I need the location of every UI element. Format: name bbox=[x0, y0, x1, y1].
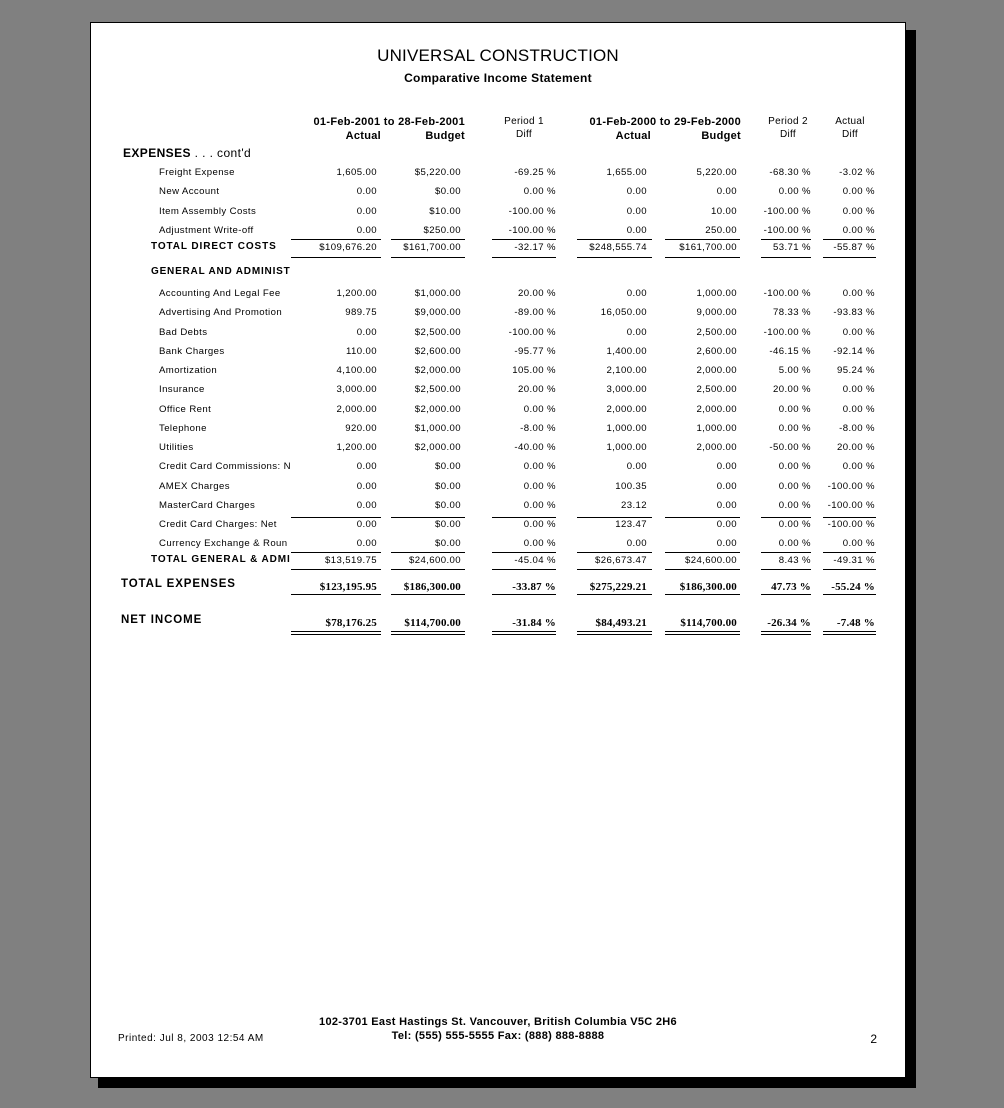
ga-row-p2-budget: 2,600.00 bbox=[696, 345, 737, 357]
ga-row-p2-budget: 2,000.00 bbox=[696, 442, 737, 453]
ga-row bbox=[91, 305, 906, 324]
ga-row-actual-diff: -100.00 % bbox=[827, 499, 875, 511]
direct-cost-row-actual-diff: -3.02 % bbox=[839, 167, 875, 178]
net-income-rule-3 bbox=[577, 631, 652, 635]
ga-row-actual-diff: 0.00 % bbox=[842, 384, 875, 396]
total-expenses-rule-5 bbox=[761, 594, 811, 595]
direct-total-rule-6 bbox=[823, 257, 876, 258]
net-income-rule-4 bbox=[665, 631, 740, 635]
total-direct-costs-row-p2-actual: $248,555.74 bbox=[589, 242, 647, 253]
ga-row-p1-actual: 0.00 bbox=[356, 326, 377, 338]
direct-subtotal-rule-4 bbox=[665, 239, 740, 240]
direct-total-rule-3 bbox=[577, 257, 652, 258]
ga-row-p1-budget: $0.00 bbox=[434, 480, 461, 492]
period2-budget-header: Budget bbox=[701, 130, 741, 142]
ga-row-p2-diff: 0.00 % bbox=[778, 403, 811, 415]
net-income-row-p1-actual: $78,176.25 bbox=[325, 617, 377, 629]
total-expenses-rule-3 bbox=[577, 594, 652, 595]
ga-mid-rule-5 bbox=[761, 517, 811, 518]
ga-row-p1-budget: $0.00 bbox=[434, 519, 461, 530]
ga-row-p2-actual: 0.00 bbox=[626, 461, 647, 473]
net-income-rule-0 bbox=[291, 631, 381, 635]
total-expenses-rule-0 bbox=[291, 594, 381, 595]
ga-row-label: Insurance bbox=[159, 384, 205, 396]
total-direct-costs-row-actual-diff: -55.87 % bbox=[833, 242, 875, 253]
ga-row-p1-budget: $2,000.00 bbox=[414, 365, 461, 376]
ga-row-p2-budget: 2,500.00 bbox=[696, 384, 737, 396]
ga-row-p2-budget: 0.00 bbox=[716, 519, 737, 530]
ga-row-p1-budget: $0.00 bbox=[434, 499, 461, 511]
ga-mid-rule-4 bbox=[665, 517, 740, 518]
ga-row-p2-budget: 2,000.00 bbox=[696, 365, 737, 376]
direct-cost-row-p1-diff: -69.25 % bbox=[514, 167, 556, 178]
ga-row-p1-budget: $2,000.00 bbox=[414, 442, 461, 453]
ga-row-p2-budget: 0.00 bbox=[716, 538, 737, 550]
report-page bbox=[90, 22, 906, 1078]
direct-total-rule-1 bbox=[391, 257, 465, 258]
ga-row-p2-diff: 5.00 % bbox=[778, 365, 811, 376]
ga-total-rule-2 bbox=[492, 569, 556, 570]
ga-mid-rule-3 bbox=[577, 517, 652, 518]
net-income-row-p2-diff: -26.34 % bbox=[767, 617, 811, 629]
ga-row-p2-diff: -50.00 % bbox=[769, 442, 811, 453]
ga-row bbox=[91, 402, 906, 421]
ga-row bbox=[91, 498, 906, 517]
ga-row-p1-diff: 0.00 % bbox=[523, 403, 556, 415]
total-general-admin-row-p2-budget: $24,600.00 bbox=[684, 555, 737, 566]
expenses-heading: EXPENSES . . . cont'd bbox=[123, 146, 252, 160]
ga-row-p1-actual: 0.00 bbox=[356, 480, 377, 492]
ga-row bbox=[91, 517, 906, 536]
period1-range-header: 01-Feb-2001 to 28-Feb-2001 bbox=[313, 116, 465, 128]
direct-cost-row-p2-diff: -100.00 % bbox=[763, 224, 811, 236]
net-income-row-p1-budget: $114,700.00 bbox=[404, 617, 461, 629]
direct-total-rule-0 bbox=[291, 257, 381, 258]
ga-row-label: Bank Charges bbox=[159, 345, 225, 357]
ga-row-p1-diff: -100.00 % bbox=[508, 326, 556, 338]
ga-subtotal-rule-4 bbox=[665, 552, 740, 553]
direct-cost-row-p2-budget: 250.00 bbox=[705, 224, 737, 236]
ga-row bbox=[91, 459, 906, 478]
ga-row-p2-actual: 0.00 bbox=[626, 326, 647, 338]
direct-cost-row-label: New Account bbox=[159, 186, 220, 198]
direct-cost-row-p1-actual: 1,605.00 bbox=[336, 167, 377, 178]
direct-cost-row-p1-budget: $10.00 bbox=[429, 205, 461, 217]
total-direct-costs-row-p1-budget: $161,700.00 bbox=[403, 242, 461, 253]
ga-row-p1-budget: $0.00 bbox=[434, 538, 461, 550]
direct-total-rule-5 bbox=[761, 257, 811, 258]
direct-cost-row-label: Adjustment Write-off bbox=[159, 224, 254, 236]
direct-cost-row-p1-diff: -100.00 % bbox=[508, 224, 556, 236]
net-income-rule-2 bbox=[492, 631, 556, 635]
total-expenses-row-label: TOTAL EXPENSES bbox=[121, 578, 236, 590]
direct-subtotal-rule-3 bbox=[577, 239, 652, 240]
direct-cost-row-p1-budget: $0.00 bbox=[434, 186, 461, 198]
company-title: UNIVERSAL CONSTRUCTION bbox=[377, 46, 619, 65]
ga-row-actual-diff: -100.00 % bbox=[827, 480, 875, 492]
ga-row-p1-diff: 0.00 % bbox=[523, 499, 556, 511]
ga-row-p1-budget: $1,000.00 bbox=[414, 422, 461, 434]
ga-row-p2-actual: 23.12 bbox=[620, 499, 647, 511]
direct-cost-row-p1-budget: $250.00 bbox=[423, 224, 461, 236]
ga-row-p2-actual: 123.47 bbox=[615, 519, 647, 530]
ga-row-label: Telephone bbox=[159, 422, 207, 434]
ga-row-p2-actual: 2,000.00 bbox=[606, 403, 647, 415]
page-number: 2 bbox=[870, 1032, 877, 1046]
ga-row-actual-diff: -93.83 % bbox=[833, 307, 875, 319]
report-subtitle: Comparative Income Statement bbox=[404, 71, 592, 85]
direct-cost-row-p2-actual: 0.00 bbox=[626, 186, 647, 198]
net-income-rule-5 bbox=[761, 631, 811, 635]
direct-cost-row-p2-diff: 0.00 % bbox=[778, 186, 811, 198]
ga-row bbox=[91, 421, 906, 440]
ga-row-p1-budget: $2,600.00 bbox=[414, 345, 461, 357]
total-expenses-row-p1-actual: $123,195.95 bbox=[319, 581, 377, 593]
ga-row-p2-diff: 0.00 % bbox=[778, 499, 811, 511]
ga-row-p2-diff: 0.00 % bbox=[778, 461, 811, 473]
direct-cost-row-p2-diff: -100.00 % bbox=[763, 205, 811, 217]
direct-cost-row-p2-actual: 0.00 bbox=[626, 205, 647, 217]
ga-row-actual-diff: -8.00 % bbox=[839, 422, 875, 434]
ga-mid-rule-2 bbox=[492, 517, 556, 518]
ga-row-p1-budget: $1,000.00 bbox=[414, 288, 461, 299]
total-expenses-row-p2-diff: 47.73 % bbox=[771, 581, 811, 593]
ga-row-p2-actual: 2,100.00 bbox=[606, 365, 647, 376]
net-income-row-p2-budget: $114,700.00 bbox=[680, 617, 737, 629]
ga-row-p2-diff: 0.00 % bbox=[778, 519, 811, 530]
total-expenses-rule-4 bbox=[665, 594, 740, 595]
direct-cost-row-p2-diff: -68.30 % bbox=[769, 167, 811, 178]
ga-row bbox=[91, 286, 906, 305]
ga-row-p1-budget: $2,500.00 bbox=[414, 384, 461, 396]
ga-row-p2-diff: 0.00 % bbox=[778, 538, 811, 550]
ga-row-p2-budget: 9,000.00 bbox=[696, 307, 737, 319]
ga-row-p1-budget: $0.00 bbox=[434, 461, 461, 473]
ga-row-p1-actual: 4,100.00 bbox=[336, 365, 377, 376]
net-income-row-p2-actual: $84,493.21 bbox=[595, 617, 647, 629]
ga-row-p1-diff: -89.00 % bbox=[514, 307, 556, 319]
total-direct-costs-row-p1-diff: -32.17 % bbox=[514, 242, 556, 253]
footer-phone: Tel: (555) 555-5555 Fax: (888) 888-8888 bbox=[391, 1030, 605, 1042]
ga-row-p1-actual: 989.75 bbox=[345, 307, 377, 319]
direct-cost-row-p2-budget: 0.00 bbox=[716, 186, 737, 198]
period1-budget-header: Budget bbox=[425, 130, 465, 142]
ga-row-p1-actual: 2,000.00 bbox=[336, 403, 377, 415]
direct-cost-row-p1-diff: 0.00 % bbox=[523, 186, 556, 198]
printed-timestamp: Printed: Jul 8, 2003 12:54 AM bbox=[118, 1033, 264, 1044]
ga-row bbox=[91, 325, 906, 344]
ga-row-label: MasterCard Charges bbox=[159, 499, 256, 511]
total-general-admin-row-p1-budget: $24,600.00 bbox=[408, 555, 461, 566]
total-expenses-rule-1 bbox=[391, 594, 465, 595]
direct-subtotal-rule-2 bbox=[492, 239, 556, 240]
ga-row bbox=[91, 479, 906, 498]
direct-cost-row-label: Item Assembly Costs bbox=[159, 205, 257, 217]
ga-mid-rule-6 bbox=[823, 517, 876, 518]
ga-row-p2-actual: 100.35 bbox=[615, 480, 647, 492]
footer-address: 102-3701 East Hastings St. Vancouver, British Columbia V5C 2H6 bbox=[319, 1016, 677, 1028]
ga-row-actual-diff: -92.14 % bbox=[833, 345, 875, 357]
direct-subtotal-rule-0 bbox=[291, 239, 381, 240]
ga-row-label: Credit Card Commissions: N bbox=[159, 461, 291, 473]
total-expenses-rule-6 bbox=[823, 594, 876, 595]
direct-cost-row-p2-budget: 10.00 bbox=[710, 205, 737, 217]
ga-row-p1-actual: 0.00 bbox=[356, 461, 377, 473]
ga-row bbox=[91, 440, 906, 459]
total-general-admin-row-actual-diff: -49.31 % bbox=[833, 555, 875, 566]
ga-subtotal-rule-1 bbox=[391, 552, 465, 553]
ga-total-rule-0 bbox=[291, 569, 381, 570]
ga-row-p1-diff: 20.00 % bbox=[517, 384, 556, 396]
ga-row bbox=[91, 363, 906, 382]
ga-row-p2-actual: 1,400.00 bbox=[606, 345, 647, 357]
net-income-rule-1 bbox=[391, 631, 465, 635]
ga-row-actual-diff: 0.00 % bbox=[842, 326, 875, 338]
ga-mid-rule-0 bbox=[291, 517, 381, 518]
ga-row bbox=[91, 382, 906, 401]
direct-cost-row-p1-actual: 0.00 bbox=[356, 224, 377, 236]
ga-row-p2-diff: -100.00 % bbox=[763, 288, 811, 299]
ga-row-label: Utilities bbox=[159, 442, 194, 453]
ga-row-actual-diff: 0.00 % bbox=[842, 461, 875, 473]
ga-total-rule-3 bbox=[577, 569, 652, 570]
ga-row-label: Advertising And Promotion bbox=[159, 307, 283, 319]
ga-row-p1-budget: $2,000.00 bbox=[414, 403, 461, 415]
period1-diff-header: Period 1 Diff bbox=[504, 116, 544, 140]
total-expenses-row-p1-budget: $186,300.00 bbox=[403, 581, 461, 593]
ga-row-p2-actual: 0.00 bbox=[626, 538, 647, 550]
ga-row-label: Office Rent bbox=[159, 403, 212, 415]
ga-row-p2-diff: 78.33 % bbox=[772, 307, 811, 319]
direct-cost-row-p1-diff: -100.00 % bbox=[508, 205, 556, 217]
ga-row-p2-budget: 1,000.00 bbox=[696, 422, 737, 434]
ga-total-rule-5 bbox=[761, 569, 811, 570]
ga-row-p1-actual: 0.00 bbox=[356, 499, 377, 511]
direct-total-rule-4 bbox=[665, 257, 740, 258]
actual-diff-header: Actual Diff bbox=[835, 116, 865, 140]
ga-row-p1-budget: $9,000.00 bbox=[414, 307, 461, 319]
direct-cost-row bbox=[91, 165, 906, 184]
direct-cost-row-p2-actual: 0.00 bbox=[626, 224, 647, 236]
ga-row-actual-diff: 95.24 % bbox=[836, 365, 875, 376]
ga-row-p2-actual: 16,050.00 bbox=[600, 307, 647, 319]
total-direct-costs-row-p2-budget: $161,700.00 bbox=[679, 242, 737, 253]
period2-actual-header: Actual bbox=[615, 130, 651, 142]
direct-cost-row-p1-budget: $5,220.00 bbox=[414, 167, 461, 178]
ga-row-p2-budget: 0.00 bbox=[716, 499, 737, 511]
ga-row-p1-diff: 105.00 % bbox=[512, 365, 556, 376]
ga-row-p2-actual: 1,000.00 bbox=[606, 422, 647, 434]
total-direct-costs-row-p2-diff: 53.71 % bbox=[772, 242, 811, 253]
ga-row-p2-actual: 1,000.00 bbox=[606, 442, 647, 453]
net-income-row-actual-diff: -7.48 % bbox=[836, 617, 875, 629]
ga-total-rule-1 bbox=[391, 569, 465, 570]
direct-subtotal-rule-1 bbox=[391, 239, 465, 240]
net-income-row-label: NET INCOME bbox=[121, 614, 203, 626]
total-general-admin-row-p2-actual: $26,673.47 bbox=[594, 555, 647, 566]
total-general-admin-row bbox=[91, 554, 906, 573]
total-direct-costs-row-p1-actual: $109,676.20 bbox=[319, 242, 377, 253]
ga-row-p2-budget: 0.00 bbox=[716, 480, 737, 492]
net-income-rule-6 bbox=[823, 631, 876, 635]
total-general-admin-row-p1-actual: $13,519.75 bbox=[324, 555, 377, 566]
ga-row-p1-diff: 0.00 % bbox=[523, 461, 556, 473]
general-admin-heading: GENERAL AND ADMINIST bbox=[151, 266, 291, 277]
ga-total-rule-6 bbox=[823, 569, 876, 570]
ga-row-actual-diff: 0.00 % bbox=[842, 538, 875, 550]
ga-row-label: AMEX Charges bbox=[159, 480, 230, 492]
direct-cost-row-label: Freight Expense bbox=[159, 167, 235, 178]
total-expenses-rule-2 bbox=[492, 594, 556, 595]
ga-row-label: Amortization bbox=[159, 365, 218, 376]
ga-subtotal-rule-6 bbox=[823, 552, 876, 553]
ga-row-actual-diff: 20.00 % bbox=[836, 442, 875, 453]
period2-range-header: 01-Feb-2000 to 29-Feb-2000 bbox=[589, 116, 741, 128]
direct-cost-row bbox=[91, 184, 906, 203]
ga-row-actual-diff: -100.00 % bbox=[827, 519, 875, 530]
direct-subtotal-rule-5 bbox=[761, 239, 811, 240]
ga-row-actual-diff: 0.00 % bbox=[842, 288, 875, 299]
direct-cost-row-actual-diff: 0.00 % bbox=[842, 224, 875, 236]
total-expenses-row-p2-budget: $186,300.00 bbox=[679, 581, 737, 593]
direct-cost-row-p1-actual: 0.00 bbox=[356, 186, 377, 198]
period1-actual-header: Actual bbox=[345, 130, 381, 142]
direct-total-rule-2 bbox=[492, 257, 556, 258]
ga-subtotal-rule-2 bbox=[492, 552, 556, 553]
direct-cost-row-actual-diff: 0.00 % bbox=[842, 205, 875, 217]
total-expenses-row-p2-actual: $275,229.21 bbox=[589, 581, 647, 593]
ga-row-p1-diff: -95.77 % bbox=[514, 345, 556, 357]
ga-row-p1-actual: 0.00 bbox=[356, 538, 377, 550]
ga-subtotal-rule-3 bbox=[577, 552, 652, 553]
total-general-admin-row-p1-diff: -45.04 % bbox=[514, 555, 556, 566]
ga-row-actual-diff: 0.00 % bbox=[842, 403, 875, 415]
ga-row-p2-diff: -46.15 % bbox=[769, 345, 811, 357]
direct-cost-row-p2-actual: 1,655.00 bbox=[606, 167, 647, 178]
ga-total-rule-4 bbox=[665, 569, 740, 570]
direct-cost-row bbox=[91, 204, 906, 223]
ga-row-label: Credit Card Charges: Net bbox=[159, 519, 277, 530]
ga-row-label: Currency Exchange & Roun bbox=[159, 538, 288, 550]
ga-row-label: Accounting And Legal Fee bbox=[159, 288, 281, 299]
ga-row-label: Bad Debts bbox=[159, 326, 208, 338]
total-general-admin-row-p2-diff: 8.43 % bbox=[778, 555, 811, 566]
ga-row-p1-diff: 20.00 % bbox=[517, 288, 556, 299]
direct-cost-row-actual-diff: 0.00 % bbox=[842, 186, 875, 198]
direct-cost-row-p1-actual: 0.00 bbox=[356, 205, 377, 217]
net-income-row-p1-diff: -31.84 % bbox=[512, 617, 556, 629]
ga-row-p2-actual: 0.00 bbox=[626, 288, 647, 299]
ga-row-p2-budget: 2,000.00 bbox=[696, 403, 737, 415]
ga-row-p2-actual: 3,000.00 bbox=[606, 384, 647, 396]
ga-row-p1-actual: 1,200.00 bbox=[336, 288, 377, 299]
ga-subtotal-rule-5 bbox=[761, 552, 811, 553]
direct-subtotal-rule-6 bbox=[823, 239, 876, 240]
period2-diff-header: Period 2 Diff bbox=[768, 116, 808, 140]
ga-row-p2-diff: 0.00 % bbox=[778, 480, 811, 492]
ga-row-p2-budget: 1,000.00 bbox=[696, 288, 737, 299]
ga-row-p1-actual: 0.00 bbox=[356, 519, 377, 530]
ga-row-p1-actual: 3,000.00 bbox=[336, 384, 377, 396]
ga-row-p1-diff: 0.00 % bbox=[523, 538, 556, 550]
total-general-admin-row-label: TOTAL GENERAL & ADMI bbox=[151, 554, 291, 565]
ga-row-p2-budget: 2,500.00 bbox=[696, 326, 737, 338]
ga-row-p2-diff: -100.00 % bbox=[763, 326, 811, 338]
ga-row-p1-actual: 110.00 bbox=[345, 345, 377, 357]
ga-row-p2-diff: 0.00 % bbox=[778, 422, 811, 434]
ga-row-p1-diff: -8.00 % bbox=[520, 422, 556, 434]
ga-row-p1-diff: -40.00 % bbox=[514, 442, 556, 453]
ga-row-p2-budget: 0.00 bbox=[716, 461, 737, 473]
ga-row-p1-diff: 0.00 % bbox=[523, 519, 556, 530]
ga-mid-rule-1 bbox=[391, 517, 465, 518]
direct-cost-row-p2-budget: 5,220.00 bbox=[696, 167, 737, 178]
total-expenses-row-actual-diff: -55.24 % bbox=[831, 581, 875, 593]
total-direct-costs-row-label: TOTAL DIRECT COSTS bbox=[151, 241, 277, 252]
ga-subtotal-rule-0 bbox=[291, 552, 381, 553]
ga-row-p1-budget: $2,500.00 bbox=[414, 326, 461, 338]
ga-row-p1-actual: 920.00 bbox=[345, 422, 377, 434]
ga-row-p1-actual: 1,200.00 bbox=[336, 442, 377, 453]
ga-row bbox=[91, 344, 906, 363]
ga-row-p1-diff: 0.00 % bbox=[523, 480, 556, 492]
ga-row-p2-diff: 20.00 % bbox=[772, 384, 811, 396]
total-expenses-row-p1-diff: -33.87 % bbox=[512, 581, 556, 593]
